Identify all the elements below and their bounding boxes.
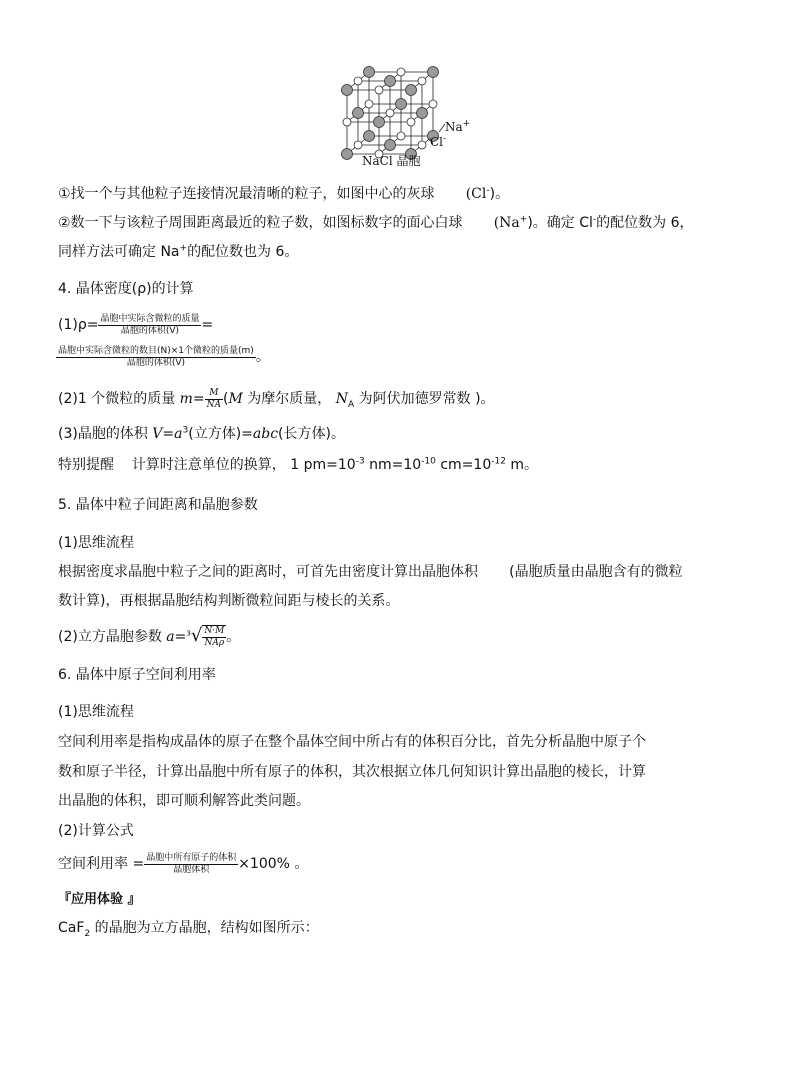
- cl-ion: [396, 99, 407, 110]
- cl-ion: [364, 67, 375, 78]
- text-line-3: 同样方法可确定 Na+的配位数也为 6。: [58, 243, 299, 260]
- na-ion: [418, 141, 426, 149]
- na-ion: [397, 68, 405, 76]
- application-title: 『应用体验 』: [58, 892, 141, 907]
- na-ion: [397, 132, 405, 140]
- na-ion: [386, 109, 394, 117]
- heading-4: 4. 晶体密度(ρ)的计算: [58, 281, 194, 297]
- cl-ion: [385, 76, 396, 87]
- figure-caption: NaCl 晶胞: [362, 154, 421, 168]
- na-ion: [407, 118, 415, 126]
- na-ion: [365, 100, 373, 108]
- cl-ion: [406, 85, 417, 96]
- section-6-2: (2)计算公式: [58, 823, 134, 839]
- cl-ion: [428, 67, 439, 78]
- caf2-line: CaF$_2$ 的晶胞为立方晶胞，结构如图所示：: [58, 920, 319, 939]
- section-6-para-1: 空间利用率是指构成晶体的原子在整个晶体空间中所占有的体积百分比，首先分析晶胞中原子个: [58, 734, 646, 750]
- section-6-para-3: 出晶胞的体积，即可顺利解答此类问题。: [58, 793, 310, 809]
- cell-volume-line: (3)晶胞的体积 $V=a^3$(立方体)=abc(长方体)。: [58, 425, 345, 442]
- special-tip-line: 特别提醒 计算时注意单位的换算， 1 $pm=10^{-3}$ $nm=10^{-10}$ $cm=10^{-12}$ m。: [58, 456, 539, 473]
- heading-5: 5. 晶体中粒子间距离和晶胞参数: [58, 497, 258, 513]
- na-ion: [375, 86, 383, 94]
- cl-ion: [417, 108, 428, 119]
- na-ion: [418, 77, 426, 85]
- space-utilization-formula: 空间利用率 = $\frac{\text{晶胞中所有原子的体积}}{\text{晶胞体积}}$ ×100% 。: [58, 852, 309, 875]
- cl-ion: [374, 117, 385, 128]
- tip-label: 特别提醒: [58, 457, 114, 473]
- section-5-para-1: 根据密度求晶胞中粒子之间的距离时，可首先由密度计算出晶胞体积 (晶胞质量由晶胞含有的微粒: [58, 564, 683, 580]
- section-6-para-2: 数和原子半径，计算出晶胞中所有原子的体积，其次根据立体几何知识计算出晶胞的棱长，计算: [58, 764, 646, 780]
- na-label: Na+: [445, 119, 471, 134]
- section-5-para-2: 数计算)，再根据晶胞结构判断微粒间距与棱长的关系。: [58, 593, 400, 609]
- cl-ion: [353, 108, 364, 119]
- density-formula-2: $\frac{\text{晶胞中实际含微粒的数目(N)×1个微粒的质量(m)}}{\text{晶胞的体积(V)}}$ 。: [58, 345, 270, 368]
- na-ion: [429, 100, 437, 108]
- cubic-parameter-line: (2)立方晶胞参数 a=$^3$√ $\frac{N\cdot M}{\text{NAρ}}$ 。: [58, 625, 241, 648]
- text-line-1: ①找一个与其他粒子连接情况最清晰的粒子，如图中心的灰球 (Cl-)。: [58, 185, 510, 202]
- na-ion: [354, 141, 362, 149]
- na-ion: [354, 77, 362, 85]
- section-6-1: (1)思维流程: [58, 704, 134, 720]
- cl-ion: [385, 140, 396, 151]
- section-5-1: (1)思维流程: [58, 535, 134, 551]
- na-ion: [343, 118, 351, 126]
- density-formula-1: (1)ρ= $\frac{\text{晶胞中实际含微粒的质量}}{\text{晶胞的体积(V)}}$ =: [58, 313, 214, 336]
- cl-ion: [364, 131, 375, 142]
- cl-label: Cl-: [430, 134, 447, 149]
- particle-mass-line: (2)1 个微粒的质量 m= $\frac{M}{NA}$ (M 为摩尔质量， $N_A$ 为阿伏加德罗常数 )。: [58, 387, 495, 410]
- cl-ion: [342, 85, 353, 96]
- heading-6: 6. 晶体中原子空间利用率: [58, 667, 216, 683]
- text-line-2: ②数一下与该粒子周围距离最近的粒子数，如图标数字的面心白球 (Na+)。确定 Cl-的配位数为 6，: [58, 214, 694, 231]
- cl-ion: [342, 149, 353, 160]
